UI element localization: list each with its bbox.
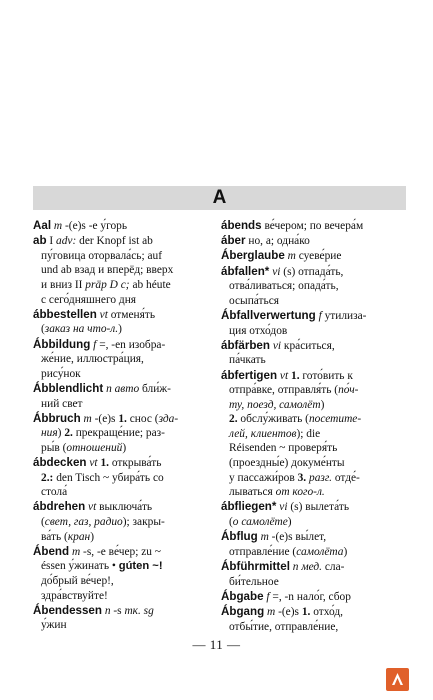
dictionary-entry	[221, 219, 403, 234]
entry-first-line	[221, 500, 403, 515]
entry-text: о самолёте	[232, 516, 288, 529]
grammar-label: m	[267, 605, 276, 618]
headword: Ábend	[33, 544, 70, 558]
entry-text: ния	[41, 427, 58, 440]
entry-text: (	[41, 516, 45, 529]
entry-text: отменя́ть	[107, 308, 156, 321]
entry-first-line	[33, 308, 215, 323]
entry-first-line	[221, 339, 403, 354]
dictionary-entry	[221, 234, 403, 249]
entry-text: (проездны́е) докуме́нты	[229, 457, 345, 470]
entry-text: би́тельное	[229, 575, 279, 588]
entry-first-line	[221, 369, 403, 384]
grammar-label: vt	[99, 308, 108, 321]
entry-text: снос (	[126, 412, 159, 425]
dictionary-entry	[33, 500, 215, 544]
grammar-label: adv:	[56, 235, 77, 248]
dictionary-entry	[33, 412, 215, 456]
entry-text: у́жин	[41, 619, 67, 632]
grammar-label: тк. sg	[124, 604, 154, 617]
entry-text: -(e)s -e у́горь	[62, 220, 128, 232]
dictionary-entry	[221, 560, 403, 589]
entry-continuation-line	[221, 353, 403, 368]
entry-text: отправле́ние (	[229, 545, 297, 558]
grammar-label: präp D c;	[85, 278, 130, 291]
dictionary-entry	[33, 338, 215, 382]
entry-first-line	[221, 219, 403, 234]
entry-continuation-line	[33, 530, 215, 545]
entry-text: ab héute	[129, 278, 171, 291]
dictionary-column-right	[221, 219, 403, 635]
entry-first-line	[33, 219, 215, 234]
grammar-label: vi	[272, 265, 281, 278]
entry-text: но, а; одна́ко	[245, 235, 310, 248]
entry-text: стола́	[41, 486, 68, 499]
entry-continuation-line	[33, 278, 215, 293]
grammar-label: разг.	[309, 471, 332, 484]
headword: Ábbildung	[33, 337, 91, 351]
entry-continuation-line	[221, 279, 403, 294]
entry-text: )	[343, 545, 348, 558]
entry-text: отва́ливаться; опада́ть,	[229, 280, 339, 293]
entry-text: отбы́тие, отправле́ние,	[229, 620, 339, 633]
entry-continuation-line	[33, 293, 215, 308]
entry-text: от кого-л.	[275, 486, 325, 499]
entry-continuation-line	[221, 324, 403, 339]
entry-text: -(e)s	[275, 605, 302, 618]
dictionary-entry	[221, 500, 403, 529]
entry-text: ту, поезд, самолёт	[229, 398, 321, 411]
entry-continuation-line	[221, 545, 403, 560]
publisher-logo-icon	[386, 668, 409, 691]
entry-text: кран	[67, 530, 91, 543]
entry-text: (s) отпада́ть,	[280, 265, 344, 278]
entry-continuation-line	[33, 322, 215, 337]
headword: ábfallen*	[221, 264, 270, 278]
entry-text: =, -en изобра-	[96, 338, 166, 351]
section-letter-banner	[33, 186, 406, 210]
entry-text: сла-	[321, 561, 345, 573]
dictionary-entry	[221, 369, 403, 500]
dictionary-entry	[221, 249, 403, 264]
entry-text: отде́-	[331, 471, 360, 484]
entry-first-line	[221, 590, 403, 605]
entry-first-line	[221, 560, 403, 575]
entry-text: отпра́вке, отправля́ть (	[229, 384, 339, 397]
entry-text: 1.	[100, 457, 109, 470]
dictionary-entry	[33, 219, 215, 234]
entry-text: gúten ~!	[118, 560, 163, 573]
headword: ábdrehen	[33, 500, 86, 514]
entry-text: den Tisch ~ убира́ть со	[53, 471, 164, 484]
entry-first-line	[33, 412, 215, 427]
headword: Ábgabe	[221, 589, 264, 603]
grammar-label: m	[287, 250, 296, 263]
entry-text: (	[41, 323, 45, 336]
grammar-label: m	[53, 220, 63, 232]
entry-text: ); die	[296, 427, 321, 440]
entry-continuation-line	[221, 383, 403, 398]
entry-continuation-line	[221, 620, 403, 635]
entry-first-line	[33, 500, 215, 515]
grammar-label: f	[266, 590, 270, 603]
entry-first-line	[33, 545, 215, 560]
entry-text: Réisenden ~ проверя́ть	[229, 442, 338, 455]
headword: ábfärben	[221, 338, 270, 352]
entry-continuation-line	[221, 398, 403, 413]
dictionary-column-left	[33, 219, 215, 634]
entry-continuation-line	[33, 515, 215, 530]
entry-text: 1.	[301, 605, 311, 618]
entry-text: отношений	[66, 441, 123, 454]
entry-text: I	[46, 235, 57, 248]
dictionary-entry	[221, 590, 403, 605]
headword: ábfertigen	[221, 368, 278, 382]
entry-text: выключа́ть	[96, 501, 153, 514]
entry-continuation-line	[221, 294, 403, 309]
headword: Aal	[33, 219, 52, 232]
entry-text: рису́нок	[41, 367, 81, 380]
headword: Ábbruch	[33, 411, 81, 425]
entry-continuation-line	[33, 367, 215, 382]
entry-text: (	[229, 516, 233, 529]
entry-continuation-line	[33, 352, 215, 367]
headword: ábfliegen*	[221, 500, 277, 514]
entry-text: )	[287, 516, 292, 529]
dictionary-entry	[33, 604, 215, 633]
section-letter: A	[212, 187, 227, 208]
entry-first-line	[221, 265, 403, 280]
entry-first-line	[221, 605, 403, 620]
entry-text: отхо́д,	[310, 605, 344, 618]
headword: Ábgang	[221, 604, 265, 618]
entry-continuation-line	[33, 574, 215, 589]
entry-text: ве́чером; по вечера́м	[261, 220, 364, 232]
entry-text: 3.	[297, 471, 307, 484]
entry-continuation-line	[221, 427, 403, 442]
grammar-label: vt	[279, 369, 289, 382]
entry-text: (s) вылета́ть	[287, 501, 350, 514]
entry-text: 1.	[291, 369, 300, 382]
entry-text: кра́ситься,	[281, 339, 335, 352]
grammar-label: f	[93, 338, 97, 351]
entry-text: па́чкать	[229, 354, 266, 367]
entry-continuation-line	[33, 441, 215, 456]
headword: Ábblendlicht	[33, 381, 104, 395]
entry-continuation-line	[33, 249, 215, 264]
entry-text: до́брый ве́чер!,	[41, 575, 114, 587]
grammar-label: vi	[272, 339, 282, 352]
entry-text: der Knopf ist ab	[76, 235, 153, 248]
entry-continuation-line	[221, 441, 403, 456]
entry-text: по́ч-	[338, 384, 359, 397]
entry-text: открыва́ть	[109, 457, 162, 470]
entry-text: утилиза-	[321, 309, 367, 322]
headword: Ábführmittel	[221, 560, 290, 573]
entry-continuation-line	[221, 456, 403, 471]
entry-continuation-line	[33, 618, 215, 633]
entry-first-line	[221, 249, 403, 264]
dictionary-entry	[221, 339, 403, 368]
headword: ábdecken	[33, 456, 87, 470]
entry-text: 2.	[229, 413, 238, 426]
entry-text: же́ние, иллюстра́ция,	[41, 353, 144, 366]
entry-text: бли́ж-	[139, 382, 171, 395]
entry-continuation-line	[33, 589, 215, 604]
grammar-label: n авто	[106, 382, 140, 395]
entry-first-line	[221, 234, 403, 249]
entry-text: -s, -e ве́чер; zu ~	[80, 545, 161, 558]
entry-continuation-line	[221, 471, 403, 486]
entry-continuation-line	[33, 471, 215, 486]
entry-text: у пассажи́ров	[229, 471, 298, 484]
entry-text: 2.:	[41, 471, 54, 484]
headword: ábbestellen	[33, 307, 97, 321]
entry-text: свет, газ, радио	[44, 516, 123, 529]
grammar-label: m	[71, 545, 81, 558]
entry-text: и вниз II	[41, 278, 86, 291]
entry-first-line	[33, 456, 215, 471]
grammar-label: vt	[88, 501, 97, 514]
entry-text: und ab взад и вперёд; вверх	[41, 264, 174, 277]
entry-text: ний свет	[41, 397, 83, 410]
entry-text: =, -n нало́г, сбор	[269, 590, 351, 603]
entry-text: )	[57, 427, 65, 440]
entry-text: лываться	[229, 486, 276, 499]
grammar-label: m	[260, 531, 269, 544]
dictionary-entry	[221, 309, 403, 338]
dictionary-entry	[33, 234, 215, 307]
entry-first-line	[221, 309, 403, 324]
entry-text: заказ на что-л.	[44, 323, 119, 336]
grammar-label: n мед.	[292, 561, 322, 573]
entry-text: посетите-	[308, 413, 362, 426]
entry-text: -(e)s	[91, 412, 119, 425]
entry-text: пу́говица оторвала́сь; auf	[41, 249, 163, 262]
entry-continuation-line	[33, 263, 215, 278]
entry-text: )	[118, 323, 122, 336]
grammar-label: vi	[279, 501, 288, 514]
dictionary-entry	[33, 545, 215, 603]
entry-text: ция отхо́дов	[229, 324, 288, 337]
entry-continuation-line	[33, 559, 215, 574]
entry-text: обслу́живать (	[237, 413, 309, 426]
grammar-label: m	[83, 412, 92, 425]
headword: Ábfallverwertung	[221, 308, 316, 322]
dictionary-entry	[221, 605, 403, 634]
entry-first-line	[221, 530, 403, 545]
entry-continuation-line	[221, 575, 403, 590]
headword: Ábflug	[221, 530, 258, 544]
entry-continuation-line	[33, 397, 215, 412]
entry-continuation-line	[221, 515, 403, 530]
entry-text: -s	[110, 604, 125, 617]
headword: áber	[221, 234, 246, 248]
dictionary-entry	[33, 382, 215, 411]
headword: Áberglaube	[221, 249, 285, 263]
entry-text: 1.	[118, 412, 127, 425]
entry-first-line	[33, 234, 215, 249]
entry-text: самолёта	[296, 545, 344, 558]
entry-continuation-line	[221, 412, 403, 427]
entry-text: éssen у́жинать •	[41, 560, 119, 573]
entry-continuation-line	[221, 485, 403, 500]
entry-text: ва́ть (	[41, 530, 68, 543]
headword: ábends	[221, 219, 262, 232]
entry-first-line	[33, 382, 215, 397]
dictionary-entry	[221, 265, 403, 309]
entry-first-line	[33, 604, 215, 619]
entry-text: )	[90, 530, 94, 543]
entry-text: ры́в (	[41, 441, 67, 454]
dictionary-entry	[33, 308, 215, 337]
entry-text: )	[320, 398, 325, 411]
entry-text: суеве́рие	[295, 250, 342, 263]
entry-first-line	[33, 338, 215, 353]
dictionary-entry	[221, 530, 403, 559]
entry-text: осыпа́ться	[229, 294, 280, 307]
entry-continuation-line	[33, 426, 215, 441]
entry-text: лей, клиентов	[229, 427, 297, 440]
grammar-label: vt	[89, 457, 98, 470]
entry-text: -(e)s вы́лет,	[268, 531, 327, 544]
grammar-label: n	[104, 604, 111, 617]
entry-text: с сего́дняшнего дня	[41, 293, 137, 306]
grammar-label: f	[318, 309, 322, 322]
entry-text: зда-	[158, 412, 179, 425]
page-number: — 11 —	[192, 637, 241, 652]
headword: ab	[33, 234, 47, 248]
entry-continuation-line	[33, 485, 215, 500]
entry-text: )	[122, 441, 127, 454]
headword: Ábendessen	[33, 603, 102, 617]
entry-text: здра́вствуйте!	[41, 589, 108, 602]
entry-text: прекраще́ние; раз-	[72, 427, 165, 440]
entry-text: 2.	[64, 427, 73, 440]
entry-text: гото́вить к	[299, 369, 353, 382]
dictionary-entry	[33, 456, 215, 500]
entry-text: ); закры-	[122, 516, 165, 529]
